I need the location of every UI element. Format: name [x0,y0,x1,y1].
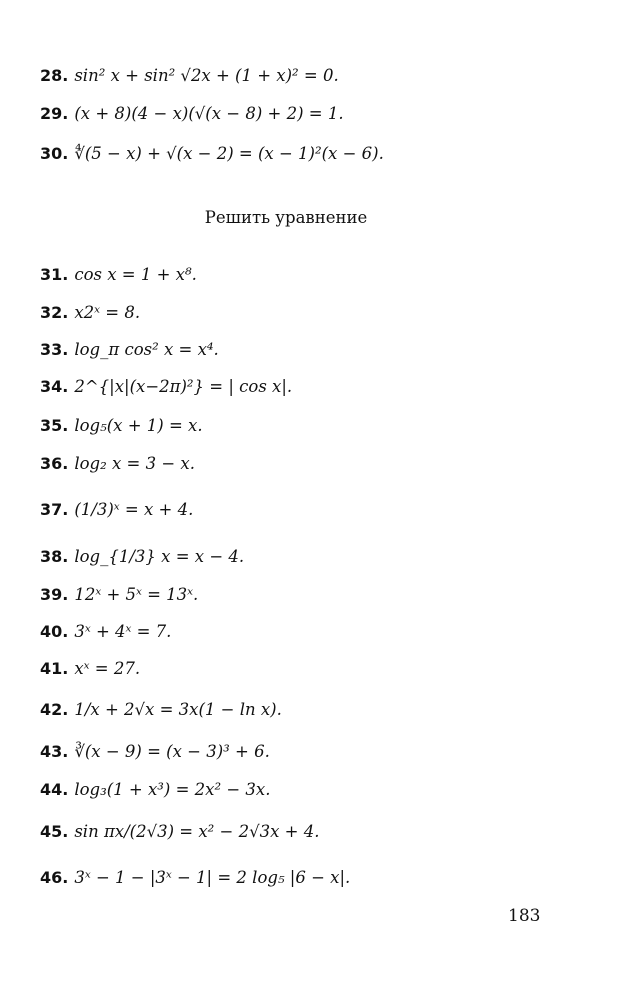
equation: 12ˣ + 5ˣ = 13ˣ. [74,585,199,604]
problem-number: 46. [40,868,69,887]
problem-35 [40,416,203,435]
problem-number: 37. [40,500,69,519]
problem-32 [40,303,140,322]
problem-number: 39. [40,585,69,604]
equation: ∛(x − 9) = (x − 3)³ + 6. [74,742,270,761]
problem-number: 44. [40,780,69,799]
equation: 1/x + 2√x = 3x(1 − ln x). [74,700,282,719]
equation: (x + 8)(4 − x)(√(x − 8) + 2) = 1. [74,104,344,123]
problem-42 [40,700,282,719]
equation: log₃(1 + x³) = 2x² − 3x. [74,780,271,799]
equation: (1/3)ˣ = x + 4. [74,500,194,519]
section-heading: Решить уравнение [204,208,368,227]
problem-number: 28. [40,66,69,85]
equation: sin πx/(2√3) = x² − 2√3x + 4. [74,822,320,841]
problem-number: 42. [40,700,69,719]
problem-number: 30. [40,144,69,163]
problem-38 [40,547,244,566]
equation: ∜(5 − x) + √(x − 2) = (x − 1)²(x − 6). [74,144,384,163]
problem-34 [40,377,292,396]
problem-44 [40,780,270,799]
problem-number: 31. [40,265,69,284]
problem-number: 38. [40,547,69,566]
equation: cos x = 1 + x⁸. [74,265,197,284]
equation: log_π cos² x = x⁴. [74,340,219,359]
equation: x2ˣ = 8. [74,303,141,322]
problem-36 [40,454,195,473]
problem-number: 41. [40,659,69,678]
page-number: 183 [508,906,541,926]
problem-28 [40,66,339,85]
equation: xˣ = 27. [74,659,141,678]
problem-number: 36. [40,454,69,473]
equation: 3ˣ − 1 − |3ˣ − 1| = 2 log₅ |6 − x|. [74,868,351,887]
problem-40 [40,622,171,641]
problem-33 [40,340,219,359]
problem-46 [40,868,350,887]
problem-39 [40,585,198,604]
problem-37 [40,500,193,519]
problem-31 [40,265,197,284]
problem-number: 35. [40,416,69,435]
equation: 2^{|x|(x−2π)²} = | cos x|. [74,377,293,396]
equation: 3ˣ + 4ˣ = 7. [74,622,172,641]
equation: sin² x + sin² √2x + (1 + x)² = 0. [74,66,339,85]
equation: log_{1/3} x = x − 4. [74,547,245,566]
problem-number: 40. [40,622,69,641]
problem-29 [40,104,344,123]
problem-41 [40,659,140,678]
problem-number: 34. [40,377,69,396]
problem-number: 32. [40,303,69,322]
problem-30 [40,144,384,163]
problem-43 [40,742,270,761]
problem-number: 43. [40,742,69,761]
problem-number: 29. [40,104,69,123]
problem-number: 33. [40,340,69,359]
equation: log₅(x + 1) = x. [74,416,203,435]
problem-45 [40,822,319,841]
equation: log₂ x = 3 − x. [74,454,195,473]
problem-number: 45. [40,822,69,841]
